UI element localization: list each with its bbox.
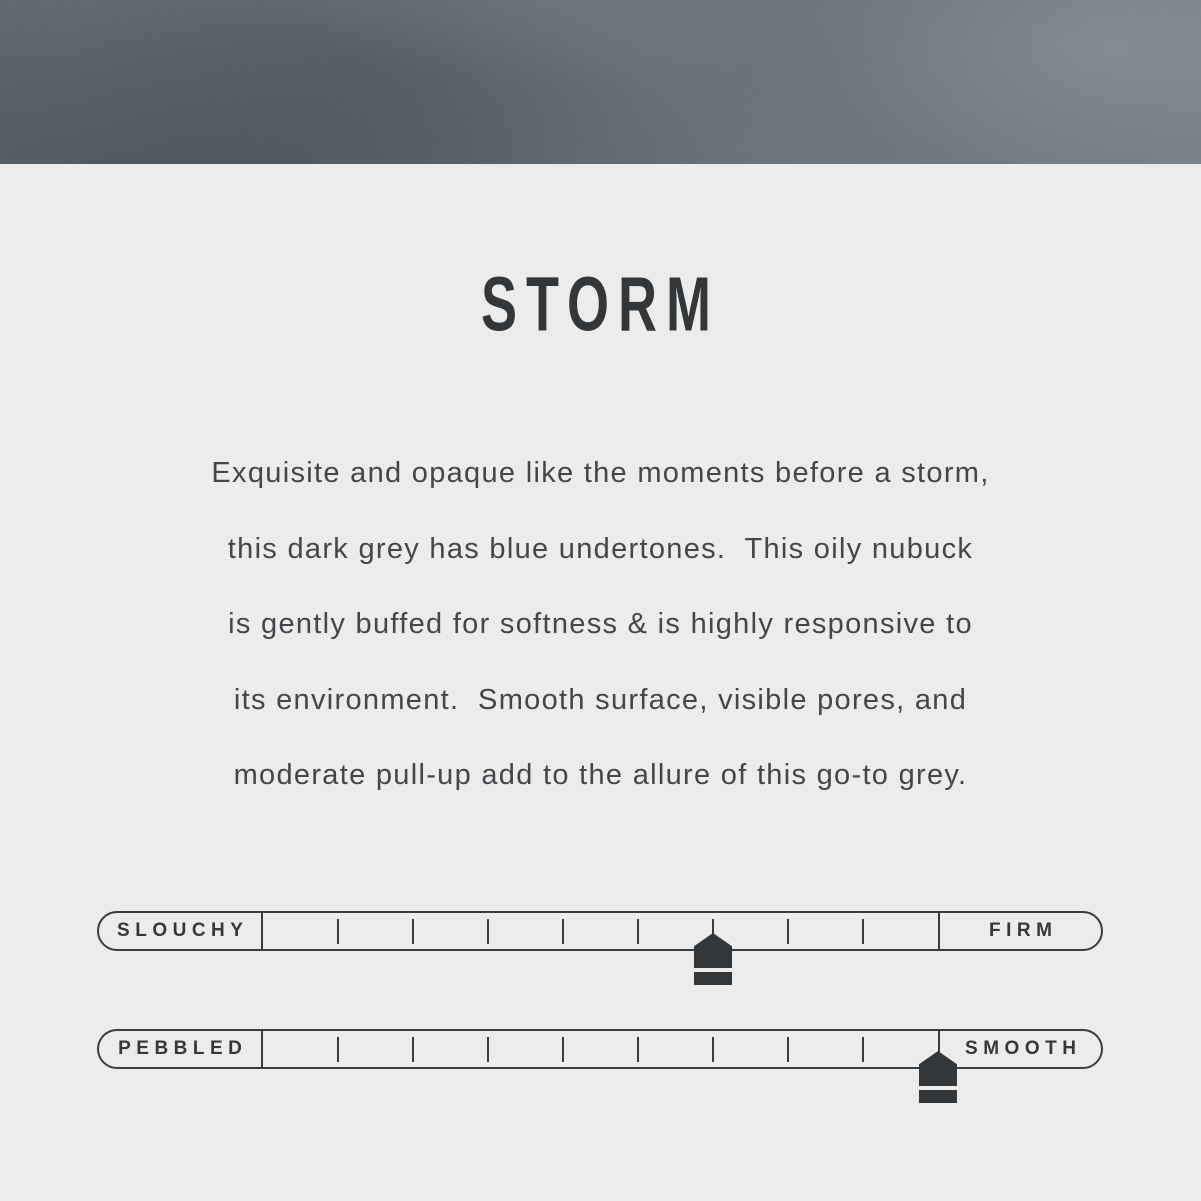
scale-track bbox=[263, 913, 938, 949]
scale-tick bbox=[862, 919, 864, 944]
scale-right-cap bbox=[938, 1031, 1101, 1067]
scale-tick bbox=[637, 1037, 639, 1062]
scale-marker-icon bbox=[919, 1051, 957, 1103]
leather-texture-image bbox=[0, 0, 1201, 164]
scale-left-cap bbox=[99, 913, 263, 949]
marker-base bbox=[919, 1090, 957, 1103]
scale-marker-icon bbox=[694, 933, 732, 985]
scale-tick bbox=[412, 919, 414, 944]
scale-tick bbox=[712, 1037, 714, 1062]
firmness-scale bbox=[97, 911, 1103, 951]
marker-pointer bbox=[919, 1051, 957, 1086]
scale-left-label: SLOUCHY bbox=[117, 920, 249, 941]
scale-tick bbox=[562, 1037, 564, 1062]
leather-grain-overlay bbox=[0, 0, 1201, 164]
scale-tick bbox=[487, 1037, 489, 1062]
scale-right-cap bbox=[938, 913, 1101, 949]
marker-base bbox=[694, 972, 732, 985]
scale-tick bbox=[337, 919, 339, 944]
description-line: its environment. Smooth surface, visible pores, and bbox=[233, 683, 968, 716]
leather-description bbox=[0, 436, 1201, 814]
scale-left-cap bbox=[99, 1031, 263, 1067]
scale-track bbox=[263, 1031, 938, 1067]
scale-tick bbox=[787, 919, 789, 944]
description-line: Exquisite and opaque like the moments before a storm, bbox=[211, 457, 990, 489]
scale-tick bbox=[862, 1037, 864, 1062]
marker-pointer bbox=[694, 933, 732, 968]
scale-tick bbox=[637, 919, 639, 944]
scale-tick bbox=[487, 919, 489, 944]
scale-right-label: SMOOTH bbox=[965, 1038, 1082, 1059]
scale-right-label: FIRM bbox=[989, 920, 1058, 941]
scale-tick bbox=[412, 1037, 414, 1062]
description-line: this dark grey has blue undertones. This oily nubuck bbox=[227, 532, 974, 565]
page-title: STORM bbox=[480, 262, 720, 348]
description-line: is gently buffed for softness & is highly responsive to bbox=[228, 608, 973, 640]
scale-tick bbox=[337, 1037, 339, 1062]
description-line: moderate pull-up add to the allure of this go-to grey. bbox=[233, 759, 968, 791]
scale-left-label: PEBBLED bbox=[118, 1038, 248, 1059]
scale-tick bbox=[562, 919, 564, 944]
scale-tick bbox=[787, 1037, 789, 1062]
